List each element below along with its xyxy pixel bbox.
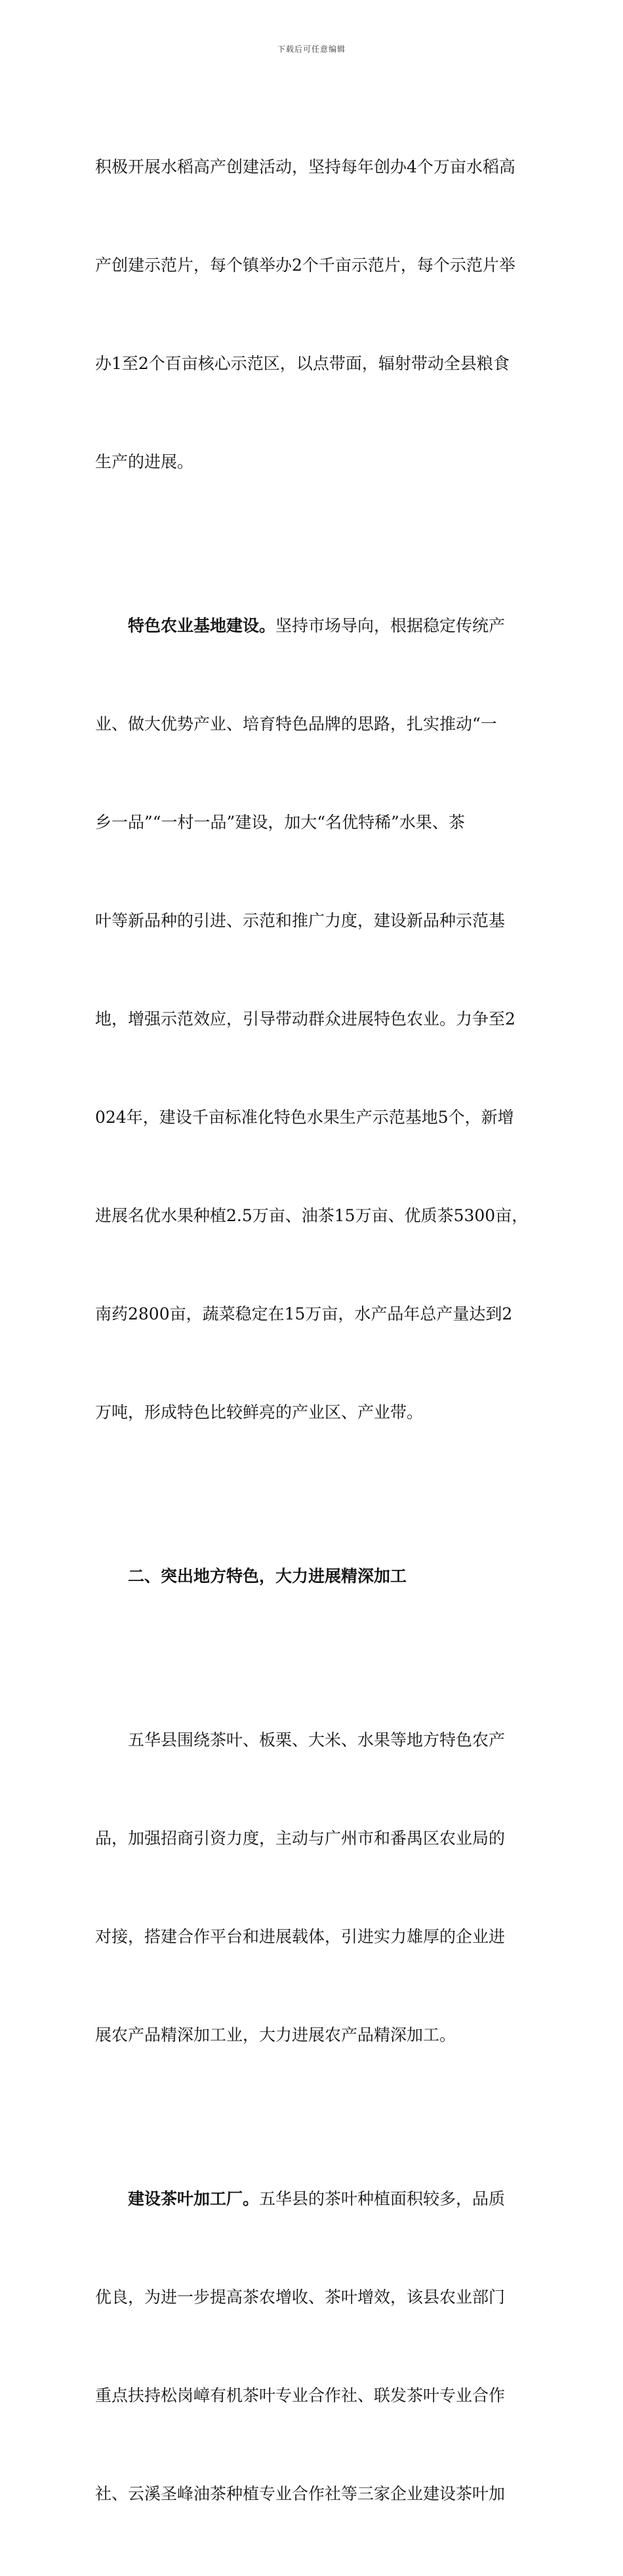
- text-line: 社、云溪圣峰油茶种植专业合作社等三家企业建设茶叶加: [95, 2484, 506, 2503]
- text-line: 南药2800亩，蔬菜稳定在15万亩，水产品年总产量达到2: [95, 1304, 513, 1323]
- text-line: 展农产品精深加工业，大力进展农产品精深加工。: [95, 2025, 456, 2044]
- text-fragment: 五华县的茶叶种植面积较多，品质: [259, 2189, 506, 2208]
- text-line: 业、做大优势产业、培育特色品牌的思路，扎实推动“一: [95, 714, 497, 733]
- text-line: 生产的进展。: [95, 452, 194, 471]
- text-line: 万吨，形成特色比较鲜亮的产业区、产业带。: [95, 1403, 424, 1422]
- text-line: 进展名优水果种植2.5万亩、油茶15万亩、优质茶5300亩，: [95, 1206, 529, 1225]
- text-line: 乡一品”“一村一品”建设，加大“名优特稀”水果、茶: [95, 813, 465, 832]
- paragraph-special-agriculture: [95, 544, 536, 1494]
- text-fragment: 坚持市场导向，根据稳定传统产: [275, 616, 506, 635]
- text-line: 重点扶持松岗嶂有机茶叶专业合作社、联发茶叶专业合作: [95, 2386, 506, 2405]
- text-line: 积极开展水稻高产创建活动，坚持每年创办4个万亩水稻高: [95, 157, 515, 176]
- document-body: [95, 85, 536, 2576]
- text-line: 地，增强示范效应，引导带动群众进展特色农业。力争至2: [95, 1009, 515, 1028]
- section-heading-text: 二、突出地方特色，大力进展精深加工: [128, 1567, 407, 1586]
- text-line: [95, 610, 536, 642]
- text-line: [95, 2183, 536, 2215]
- text-line: 五华县围绕茶叶、板栗、大米、水果等地方特色农产: [128, 1730, 506, 1749]
- paragraph-tea-factory: [95, 2117, 536, 2576]
- text-line: 对接，搭建合作平台和进展载体，引进实力雄厚的企业进: [95, 1927, 506, 1946]
- text-line: 产创建示范片，每个镇举办2个千亩示范片，每个示范片举: [95, 256, 515, 275]
- text-line: 品，加强招商引资力度，主动与广州市和番禺区农业局的: [95, 1829, 506, 1848]
- text-line: 024年，建设千亩标准化特色水果生产示范基地5个，新增: [95, 1108, 514, 1127]
- paragraph-deep-processing: [95, 1658, 536, 2117]
- text-line: 优良，为进一步提高茶农增收、茶叶增效，该县农业部门: [95, 2288, 506, 2307]
- bold-lead-heading: 特色农业基地建设。: [128, 616, 276, 635]
- text-line: 叶等新品种的引进、示范和推广力度，建设新品种示范基: [95, 911, 506, 930]
- bold-lead-heading: 建设茶叶加工厂。: [128, 2189, 260, 2208]
- section-heading: [95, 1494, 536, 1658]
- page-header: 下载后可任意编辑: [277, 45, 346, 54]
- paragraph-rice-creation: [95, 85, 536, 544]
- text-line: 办1至2个百亩核心示范区，以点带面，辐射带动全县粮食: [95, 354, 510, 373]
